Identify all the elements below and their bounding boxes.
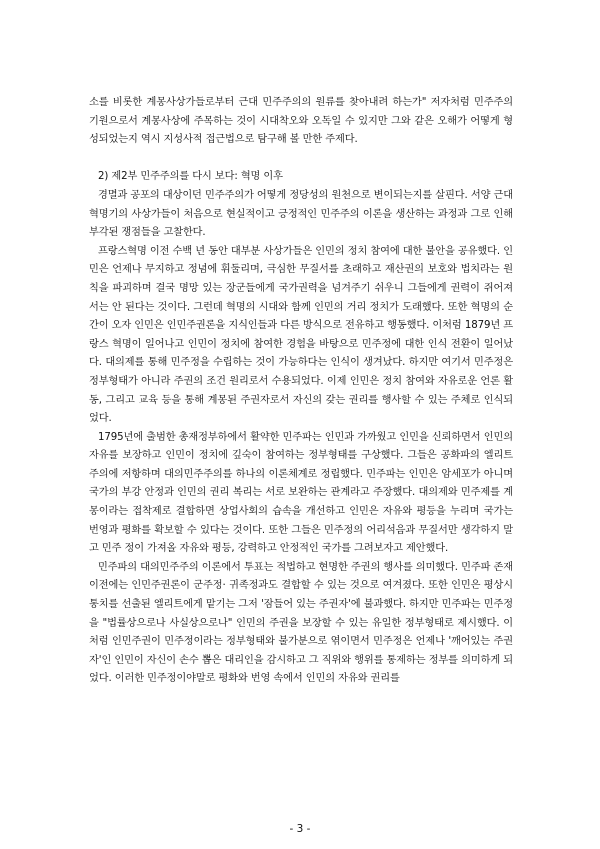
body-text: [89, 94, 513, 689]
paragraph-overview: 경멸과 공포의 대상이던 민주주의가 어떻게 정당성의 원천으로 변이되는지를 살핀다. 서양 근대 혁명기의 사상가들이 처음으로 현실적이고 긍정적인 민주주의 이론을 생산하는 과정과 그로 인해 부각된 쟁점들을 고찰한다.: [89, 189, 513, 239]
section-heading: 2) 제2부 민주주의를 다시 보다: 혁명 이후: [98, 171, 283, 183]
paragraph-intro: 소를 비롯한 계몽사상가들로부터 근대 민주주의의 원류를 찾아내려 하는가" 저자처럼 민주주의 기원으로서 계몽사상에 주목하는 것이 시대착오와 오독일 수 있지만 그와 같은 오해가 어떻게 형성되었는지 역시 지성사적 접근법으로 탐구해 볼 만한 주제다.: [89, 97, 513, 146]
paragraph-french-revolution: 프랑스혁명 이전 수백 년 동안 대부분 사상가들은 인민의 정치 참여에 대한 불안을 공유했다. 인민은 언제나 무지하고 정념에 휘둘리며, 극심한 무질서를 초래하고 재산권의 보호와 법치라는 원칙을 파괴하며 결국 명망 있는 장군들에게 국가권력을 넘겨주기 쉬우니 그들에게 권력이 쥐어져서는 안 된다는 것이다. 그런데 혁명의 시대와 함께 인민의 거리 정치가 도래했다. 또한 혁명의 순간이 오자 인민은 인민주권론을 지식인들과 다른 방식으로 전유하고 행동했다. 이처럼 1879년 프랑스 혁명이 일어나고 인민이 정치에 참여한 경험을 바탕으로 민주정에 대한 인식 전환이 일어났다. 대의제를 통해 민주정을 수립하는 것이 가능하다는 인식이 생겨났다. 하지만 여기서 민주정은 정부형태가 아니라 주권의 조건 원리로서 수용되었다. 이제 인민은 정치 참여와 자유로운 언론 활동, 그리고 교육 등을 통해 계몽된 주권자로서 자신의 갖는 권리를 행사할 수 있는 주체로 인식되었다.: [89, 245, 513, 425]
paragraph-directory: 1795년에 출범한 총재정부하에서 활약한 민주파는 인민과 가까웠고 인민을 신뢰하면서 인민의 자유를 보장하고 인민이 정치에 깊숙이 참여하는 정부형태를 구상했다. 그들은 공화파의 엘리트주의에 저항하며 대의민주주의를 하나의 이론체계로 정립했다. 민주파는 인민은 암세포가 아니며 국가의 부강 안정과 인민의 권리 복리는 서로 보완하는 관계라고 주장했다. 대의제와 민주제를 계몽이라는 접착제로 결합하면 상업사회의 습속을 개선하고 인민은 자유와 평등을 누리며 국가는 번영과 평화를 확보할 수 있다는 것이다. 또한 그들은 민주정의 어리석음과 무질서만 생각하지 말고 민주 정이 가져올 자유와 평등, 강력하고 안정적인 국가를 그려보자고 제안했다.: [89, 431, 513, 555]
page-number: - 3 -: [289, 823, 311, 835]
paragraph-gap: [89, 150, 513, 169]
paragraph-voting: 민주파의 대의민주주의 이론에서 투표는 적법하고 현명한 주권의 행사를 의미했다. 민주파 존재 이전에는 인민주권론이 군주정· 귀족정과도 결합할 수 있는 것으로 여겨졌다. 또한 인민은 평상시 통치를 선출된 엘리트에게 맡기는 그저 '잠들어 있는 주권자'에 불과했다. 하지만 민주파는 민주정을 "법률상으로나 사실상으로나" 인민의 주권을 보장할 수 있는 유일한 정부형태로 제시했다. 이처럼 인민주권이 민주정이라는 정부형태와 불가분으로 엮이면서 민주정은 언제나 '깨어있는 주권자'인 인민이 자신이 손수 뽑은 대리인을 감시하고 그 직위와 행위를 통제하는 정부를 의미하게 되었다. 이러한 민주정이야말로 평화와 번영 속에서 인민의 자유와 권리를: [89, 561, 513, 685]
